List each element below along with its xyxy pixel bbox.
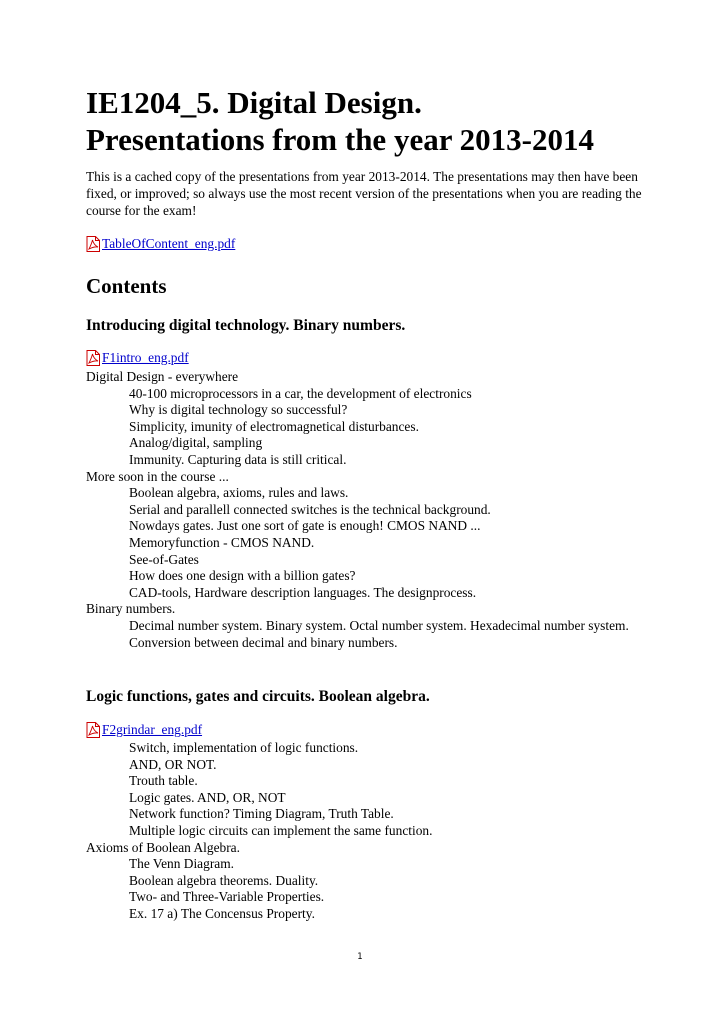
- section2-outline: [86, 740, 646, 923]
- outline-item: Axioms of Boolean Algebra.: [86, 839, 240, 855]
- pdf-file-icon: [86, 236, 100, 252]
- outline-item: Nowdays gates. Just one sort of gate is enough! CMOS NAND ...: [129, 518, 481, 534]
- section2-pdf-link[interactable]: F2grindar_eng.pdf: [102, 722, 203, 737]
- outline-item: Two- and Three-Variable Properties.: [129, 889, 325, 905]
- outline-item: Boolean algebra theorems. Duality.: [129, 872, 319, 888]
- outline-item: See-of-Gates: [129, 551, 199, 567]
- outline-item: Memoryfunction - CMOS NAND.: [129, 534, 315, 550]
- outline-item: More soon in the course ...: [86, 468, 229, 484]
- title-line-2: Presentations from the year 2013-2014: [86, 122, 594, 157]
- outline-item: Conversion between decimal and binary numbers.: [129, 634, 398, 650]
- section1-heading: Introducing digital technology. Binary numbers.: [86, 317, 406, 334]
- outline-item: Switch, implementation of logic functions.: [129, 740, 359, 755]
- outline-item: Logic gates. AND, OR, NOT: [129, 789, 286, 805]
- section1-pdf-link-row[interactable]: [86, 350, 189, 366]
- outline-item: Analog/digital, sampling: [129, 435, 263, 451]
- page-title: [86, 84, 686, 158]
- outline-item: Boolean algebra, axioms, rules and laws.: [129, 485, 349, 501]
- pdf-file-icon: [86, 350, 100, 366]
- outline-item: CAD-tools, Hardware description languages. The designprocess.: [129, 584, 477, 600]
- outline-item: Decimal number system. Binary system. Octal number system. Hexadecimal number system.: [129, 617, 629, 633]
- outline-item: Simplicity, imunity of electromagnetical disturbances.: [129, 418, 419, 434]
- title-line-1: IE1204_5. Digital Design.: [86, 85, 422, 120]
- outline-item: How does one design with a billion gates?: [129, 568, 356, 584]
- intro-paragraph: This is a cached copy of the presentations from year 2013-2014. The presentations may then have been fixed, or improved; so always use the most recent version of the presentations when you are reading the course for the exam!: [86, 169, 642, 218]
- section2-heading: Logic functions, gates and circuits. Boolean algebra.: [86, 688, 430, 705]
- outline-item: Immunity. Capturing data is still critical.: [129, 451, 347, 467]
- page-number: 1: [357, 952, 363, 962]
- outline-item: Multiple logic circuits can implement the same function.: [129, 822, 433, 838]
- contents-heading: Contents: [86, 274, 167, 298]
- outline-item: Network function? Timing Diagram, Truth Table.: [129, 806, 394, 822]
- outline-item: Serial and parallell connected switches is the technical background.: [129, 501, 491, 517]
- outline-item: Ex. 17 a) The Concensus Property.: [129, 905, 315, 921]
- section2-pdf-link-row[interactable]: [86, 722, 202, 738]
- section1-outline: [86, 369, 646, 651]
- toc-pdf-link-row[interactable]: [86, 236, 235, 252]
- outline-item: Binary numbers.: [86, 601, 176, 617]
- outline-item: Why is digital technology so successful?: [129, 402, 348, 418]
- toc-pdf-link[interactable]: TableOfContent_eng.pdf: [102, 236, 236, 251]
- outline-item: 40-100 microprocessors in a car, the development of electronics: [129, 385, 472, 401]
- outline-item: Trouth table.: [129, 773, 198, 789]
- outline-item: The Venn Diagram.: [129, 856, 234, 872]
- outline-item: Digital Design - everywhere: [86, 369, 239, 384]
- section1-pdf-link[interactable]: F1intro_eng.pdf: [102, 350, 189, 365]
- pdf-file-icon: [86, 722, 100, 738]
- outline-item: AND, OR NOT.: [129, 756, 217, 772]
